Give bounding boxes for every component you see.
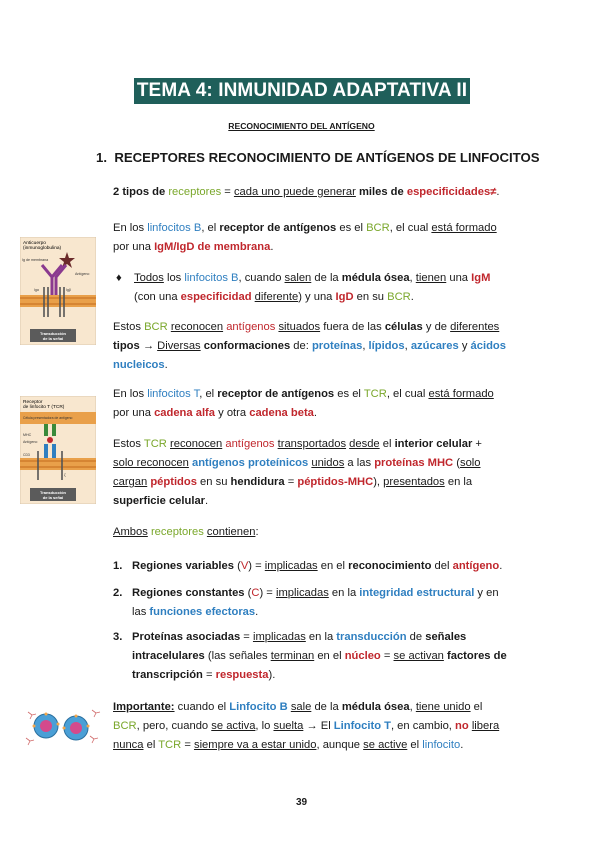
text: = (380, 650, 394, 662)
importante-line-3 (113, 736, 463, 755)
text: en el (314, 650, 345, 662)
text: TCR (363, 388, 387, 400)
fig1-label-antigen: Antígeno (75, 272, 90, 276)
intro-paragraph (113, 183, 499, 202)
intro-text: . (496, 186, 500, 198)
text: está formado (428, 388, 494, 400)
intro-text: ≠ (490, 186, 497, 198)
text: transcripción (132, 669, 203, 681)
text: , el cual (389, 222, 432, 234)
bcr-diagram (20, 237, 96, 345)
text: del (431, 560, 453, 572)
text: de (406, 631, 426, 643)
text: proteínas (311, 340, 363, 352)
text: por una (113, 407, 155, 419)
text: de: (290, 340, 312, 352)
text: . (499, 560, 503, 572)
fig1-footer1: Transducción (39, 331, 67, 336)
text: → El (303, 720, 334, 732)
text: en su (196, 476, 231, 488)
text: en la (444, 476, 473, 488)
text: = (240, 631, 253, 643)
text: ( (244, 587, 252, 599)
text: reconocen (170, 321, 224, 333)
text: está formado (431, 222, 497, 234)
text: receptor de antígenos (217, 388, 335, 400)
text: = (202, 669, 216, 681)
text: presentados (383, 476, 445, 488)
text: . (164, 359, 168, 371)
text: las (132, 606, 150, 618)
text: En los (113, 222, 148, 234)
text: implicadas (264, 560, 318, 572)
text: péptidos (150, 476, 197, 488)
page-number: 39 (295, 797, 308, 808)
text: antígenos (226, 321, 276, 333)
text: lípidos (368, 340, 405, 352)
text: (con una (134, 291, 181, 303)
text: linfocitos T (147, 388, 200, 400)
text: cargan (113, 476, 148, 488)
text: el (407, 739, 423, 751)
text: reconocimiento (348, 560, 432, 572)
text: desde (349, 438, 380, 450)
text: nunca (113, 739, 144, 751)
text: señales (229, 650, 268, 662)
text: salen (284, 272, 312, 284)
text: azúcares (410, 340, 459, 352)
text: y de (422, 321, 451, 333)
text: (las (204, 650, 230, 662)
text: sale (290, 701, 312, 713)
fig1-label-igb: Igβ (66, 288, 71, 292)
text: . (255, 606, 259, 618)
text: proteínas MHC (374, 457, 454, 469)
text: especificidad (180, 291, 252, 303)
text: intracelulares (132, 650, 205, 662)
text: ( (233, 560, 241, 572)
text: fuera de las (320, 321, 385, 333)
text: médula ósea (341, 701, 410, 713)
text: linfocitos B (184, 272, 239, 284)
text: contienen (206, 526, 256, 538)
text: BCR (366, 222, 390, 234)
text: , el cual (386, 388, 429, 400)
text: linfocitos B (147, 222, 202, 234)
text: transducción (336, 631, 407, 643)
bullet-icon: ♦ (116, 272, 122, 284)
fig2-label-apc: Célula presentadora de antígeno (23, 416, 73, 420)
text: BCR (144, 321, 168, 333)
bcr-bullet-line-1 (116, 269, 490, 288)
text: , el (199, 388, 218, 400)
tcr-para-line-4 (113, 492, 208, 511)
text: superficie celular (113, 495, 206, 507)
text: . (460, 739, 464, 751)
list-item-3-line-2 (132, 647, 507, 666)
text: + (472, 438, 482, 450)
text: ( (453, 457, 460, 469)
text: cuando el (174, 701, 230, 713)
text: , (409, 701, 416, 713)
text: hendidura (230, 476, 285, 488)
fig1-title2: (inmunoglobulina) (23, 246, 62, 251)
text: transportados (277, 438, 347, 450)
list-number: 3. (113, 631, 123, 643)
text: , cuando (238, 272, 285, 284)
section-heading (96, 150, 540, 165)
text: , pero, cuando (136, 720, 212, 732)
text: , en cambio, (390, 720, 456, 732)
text: Ambos (113, 526, 148, 538)
intro-text: cada uno puede generar (233, 186, 356, 198)
text: , (362, 340, 369, 352)
text: péptidos-MHC (297, 476, 374, 488)
text: . (205, 495, 209, 507)
text: solo (459, 457, 481, 469)
tcr-para-line-2 (113, 454, 481, 473)
text: por una (113, 241, 155, 253)
text: es el (334, 388, 364, 400)
text: funciones efectoras (149, 606, 256, 618)
text: en el (317, 560, 349, 572)
bcr-para-line-3 (113, 356, 168, 375)
tcr-para-line-1 (113, 435, 482, 454)
text: = (181, 739, 194, 751)
text: = (284, 476, 298, 488)
text: ), (373, 476, 384, 488)
text: se activa (211, 720, 256, 732)
text: implicadas (275, 587, 329, 599)
text: Estos (113, 321, 145, 333)
tcr-line-2 (113, 404, 317, 423)
text: Regiones constantes (132, 587, 245, 599)
text: Importante: (113, 701, 175, 713)
text: Regiones variables (132, 560, 234, 572)
text: BCR (113, 720, 137, 732)
text: siempre va a estar unido (193, 739, 317, 751)
text: → (139, 340, 158, 352)
text: tienen (415, 272, 447, 284)
text: libera (471, 720, 500, 732)
text: C (251, 587, 260, 599)
text: V (240, 560, 249, 572)
importante-line-2 (113, 717, 499, 736)
text: Estos (113, 438, 144, 450)
text: a las (344, 457, 375, 469)
text: , aunque (316, 739, 364, 751)
text: en la (328, 587, 360, 599)
text: cadena beta (249, 407, 314, 419)
text: tipos (113, 340, 140, 352)
text: ácidos (470, 340, 506, 352)
text: . (270, 241, 274, 253)
bcr-para-line-1 (113, 318, 499, 337)
bcr-para-line-2 (113, 337, 506, 356)
text: de la (311, 701, 342, 713)
text: el (379, 438, 395, 450)
text: TCR (158, 739, 182, 751)
text: y otra (215, 407, 250, 419)
text: . (313, 407, 317, 419)
fig1-title1: Anticuerpo (23, 241, 46, 246)
text: , (404, 340, 411, 352)
text: Linfocito B (229, 701, 288, 713)
text: no (455, 720, 469, 732)
intro-text: receptores (168, 186, 222, 198)
text: , lo (255, 720, 274, 732)
tcr-diagram (20, 396, 96, 504)
section-title: RECEPTORES RECONOCIMIENTO DE ANTÍGENOS DE LINFOCITOS (114, 150, 540, 165)
membrane-band (20, 295, 96, 307)
tcr-para-line-3 (113, 473, 472, 492)
ambos-line (113, 523, 259, 542)
peptide-shape (47, 437, 53, 443)
text: implicadas (252, 631, 306, 643)
text: diferente (254, 291, 299, 303)
importante-line-1 (113, 698, 482, 717)
text: factores de (447, 650, 507, 662)
text: los (163, 272, 185, 284)
text: se activan (393, 650, 444, 662)
text: . (410, 291, 414, 303)
fig2-title2: de linfocito T (TCR) (23, 405, 65, 410)
text: Linfocito T (333, 720, 391, 732)
fig1-footer2: de la señal (42, 336, 64, 341)
list-number: 2. (113, 587, 123, 599)
text: receptores (150, 526, 204, 538)
text: linfocito (422, 739, 461, 751)
text: en su (353, 291, 388, 303)
intro-text: 2 tipos de (113, 186, 169, 198)
text: TCR (143, 438, 167, 450)
text: interior celular (394, 438, 473, 450)
fig1-label-iga: Igα (34, 288, 39, 292)
text: células (384, 321, 423, 333)
list-item-2-line-1 (113, 584, 499, 603)
text: Todos (134, 272, 164, 284)
nucleus-shape (70, 722, 82, 734)
text: , el (201, 222, 220, 234)
text: suelta (273, 720, 304, 732)
text: núcleo (344, 650, 381, 662)
text: , (409, 272, 416, 284)
text: de la (311, 272, 342, 284)
list-item-1 (113, 557, 502, 576)
text: señales (425, 631, 467, 643)
text: antígenos (225, 438, 275, 450)
fig2-label-mhc: MHC (23, 433, 32, 437)
fig2-footer2: de la señal (42, 495, 64, 500)
section-number: 1. (96, 150, 107, 165)
fig2-label-zeta: ζ (64, 472, 66, 477)
text: terminan (270, 650, 315, 662)
bcr-line-1 (113, 219, 497, 238)
text: Proteínas asociadas (132, 631, 241, 643)
text: unidos (311, 457, 345, 469)
text: nucleicos (113, 359, 165, 371)
text: integridad estructural (359, 587, 475, 599)
text: situados (278, 321, 321, 333)
lymphocytes-illustration (22, 702, 104, 750)
text: En los (113, 388, 148, 400)
list-item-3-line-1 (113, 628, 466, 647)
bcr-bullet-line-2 (134, 288, 414, 307)
text: se active (363, 739, 408, 751)
text: conformaciones (203, 340, 291, 352)
text: BCR (387, 291, 411, 303)
text: respuesta (215, 669, 269, 681)
text: receptor de antígenos (219, 222, 337, 234)
nucleus-shape (40, 720, 52, 732)
fig1-label-ig: Ig de membrana (22, 258, 49, 262)
text: reconocen (170, 438, 223, 450)
text: en la (305, 631, 337, 643)
text: el (470, 701, 483, 713)
text: ) y una (298, 291, 336, 303)
text: ). (268, 669, 276, 681)
fig2-label-cd3: CD3 (23, 453, 30, 457)
text: antígeno (452, 560, 500, 572)
fig2-footer1: Transducción (39, 490, 67, 495)
text: ) = (248, 560, 265, 572)
text: tiene unido (415, 701, 471, 713)
text: es el (336, 222, 367, 234)
fig2-label-antigen: Antígeno (23, 440, 38, 444)
intro-text: = (221, 186, 234, 198)
bcr-line-2 (113, 238, 273, 257)
list-item-2-line-2 (132, 603, 258, 622)
text: IgD (335, 291, 354, 303)
text: antígenos proteínicos (192, 457, 309, 469)
text: una (446, 272, 472, 284)
list-item-3-line-3 (132, 666, 275, 685)
text: : (255, 526, 259, 538)
text: solo reconocen (113, 457, 189, 469)
text: cadena alfa (154, 407, 216, 419)
page-title: TEMA 4: INMUNIDAD ADAPTATIVA II (134, 78, 470, 104)
text: Diversas (157, 340, 201, 352)
text: diferentes (450, 321, 500, 333)
text: el (143, 739, 159, 751)
text: IgM (471, 272, 491, 284)
tcr-line-1 (113, 385, 494, 404)
intro-text: miles de (355, 186, 407, 198)
text: y (458, 340, 471, 352)
text: ) = (259, 587, 276, 599)
text: IgM/IgD de membrana (154, 241, 271, 253)
text: y en (474, 587, 499, 599)
intro-text: especificidades (406, 186, 491, 198)
text: médula ósea (341, 272, 410, 284)
fig2-title1: Receptor (23, 400, 43, 405)
page-subtitle: RECONOCIMIENTO DEL ANTÍGENO (228, 121, 375, 131)
list-number: 1. (113, 560, 123, 572)
